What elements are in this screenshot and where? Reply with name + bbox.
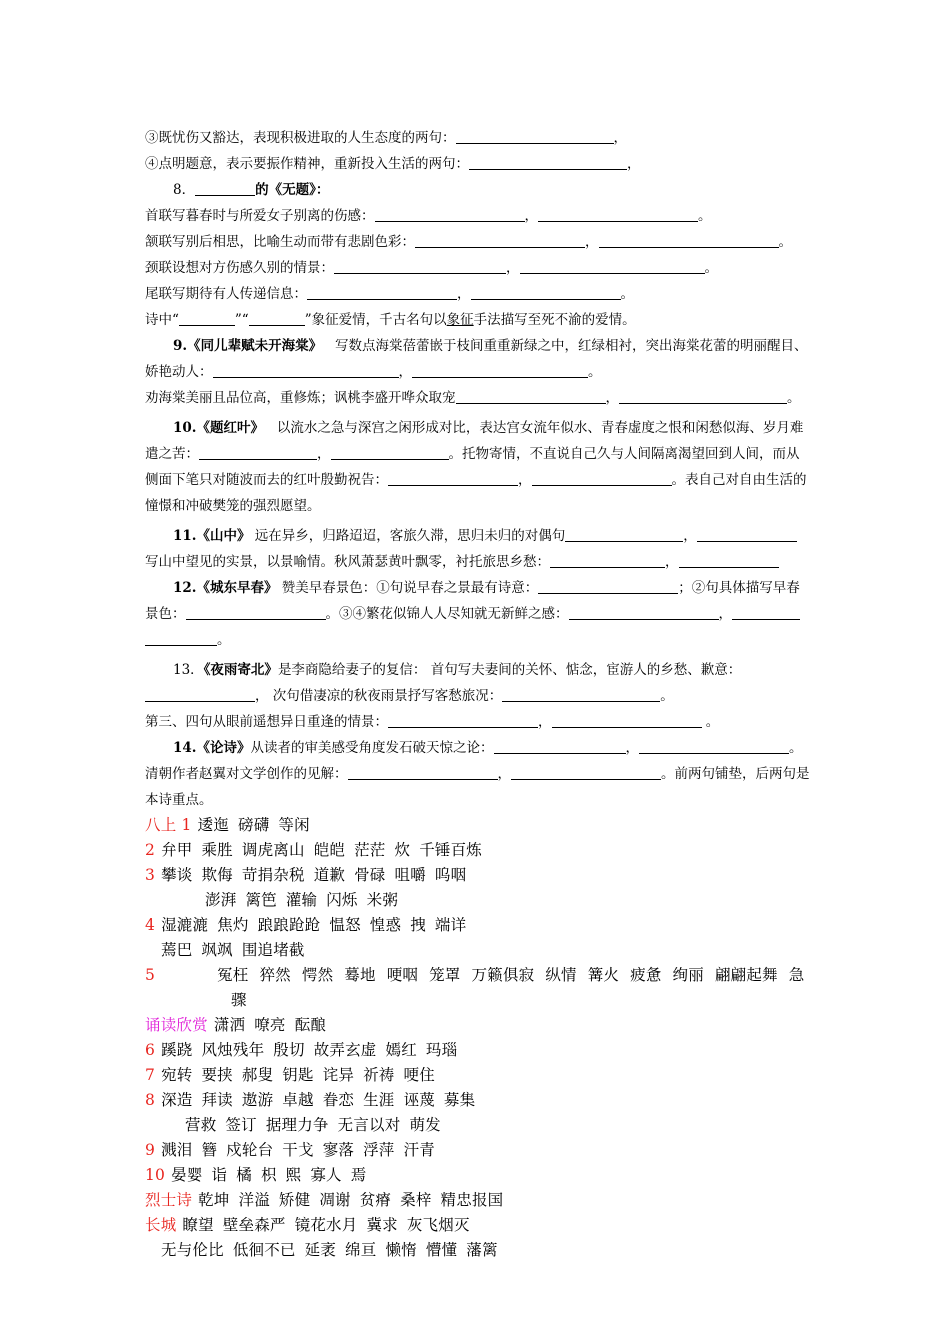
answer-blank[interactable] xyxy=(552,713,702,728)
answer-blank[interactable] xyxy=(550,553,665,568)
vocab-word: 签订 xyxy=(225,1116,257,1134)
answer-blank[interactable] xyxy=(195,181,255,196)
vocab-row xyxy=(145,1188,810,1213)
vocab-row xyxy=(145,1013,810,1038)
vocab-word: 瞭望 xyxy=(182,1216,214,1234)
section-8-line-3: 颈联设想对方伤感久别的情景： ， 。 xyxy=(145,260,718,276)
vocab-word: 等闲 xyxy=(278,816,310,834)
vocab-word: 愠怒 xyxy=(329,916,361,934)
answer-blank[interactable] xyxy=(520,259,705,274)
vocab-row xyxy=(145,963,810,988)
vocab-word: 焦灼 xyxy=(217,916,249,934)
vocab-word: 钥匙 xyxy=(282,1066,314,1084)
answer-blank[interactable] xyxy=(331,445,449,460)
vocab-word: 生涯 xyxy=(363,1091,395,1109)
vocab-word: 嘹亮 xyxy=(254,1016,286,1034)
answer-blank[interactable] xyxy=(599,233,779,248)
vocab-word: 篝火 xyxy=(587,966,620,984)
section-10: 10.《题红叶》 以流水之急与深宫之闲形成对比，表达宫女流年似水、青春虚度之恨和闲愁似海、岁月难遣之苦： ， 。托物寄情，不直说自己久与人间隔离渴望回到人间，而从侧面下笔只对随波而去的红叶殷勤祝告： ， 。表自己对自由生活的憧憬和冲破樊笼的强烈愿望。 xyxy=(145,420,807,514)
vocab-word: 潇洒 xyxy=(213,1016,246,1034)
lesson-label: 烈士诗 xyxy=(145,1191,193,1209)
lesson-label: 诵读欣赏 xyxy=(145,1016,208,1034)
section-8-heading: 8． 的《无题》： xyxy=(173,182,330,198)
vocab-word: 愕然 xyxy=(301,966,334,984)
vocab-word: 炊 xyxy=(394,841,411,859)
section-14: 14.《论诗》从读者的审美感受角度发石破天惊之论： ， 。 清朝作者赵翼对文学创作的见解： ， 。前两句铺垫，后两句是本诗重点。 xyxy=(145,740,810,808)
answer-blank[interactable] xyxy=(456,389,606,404)
answer-blank[interactable] xyxy=(213,363,399,378)
answer-blank[interactable] xyxy=(307,285,457,300)
vocab-row xyxy=(145,988,810,1013)
answer-blank[interactable] xyxy=(569,605,719,620)
vocab-word: 藩篱 xyxy=(466,1241,498,1259)
vocab-word: 端详 xyxy=(434,916,467,934)
vocab-word: 笼罩 xyxy=(429,966,461,984)
answer-blank[interactable] xyxy=(619,389,787,404)
lesson-label: 八上 1 xyxy=(145,816,192,834)
vocab-row xyxy=(145,888,810,913)
section-11: 11.《山中》 远在异乡，归路迢迢，客旅久滞，思归未归的对偶句 ， 写山中望见的实景，以景喻情。秋风萧瑟黄叶飘零，衬托旅思乡愁： ， xyxy=(145,523,810,575)
vocab-word: 逶迤 xyxy=(197,816,229,834)
vocab-word: 弁甲 xyxy=(161,841,193,859)
lesson-label: 6 xyxy=(145,1041,156,1059)
vocab-word: 嫣红 xyxy=(385,1041,417,1059)
vocab-word: 枳 xyxy=(260,1166,277,1184)
vocab-word: 寡人 xyxy=(310,1166,342,1184)
section-8-line-2: 颔联写别后相思，比喻生动而带有悲剧色彩： ， 。 xyxy=(145,234,792,250)
vocab-word: 哽咽 xyxy=(386,966,419,984)
vocab-row xyxy=(145,863,810,888)
vocab-word: 围追堵截 xyxy=(241,941,305,959)
vocab-word: 翩翩起舞 xyxy=(714,966,778,984)
answer-blank[interactable] xyxy=(511,765,661,780)
lesson-label: 长城 xyxy=(145,1216,177,1234)
answer-blank[interactable] xyxy=(179,311,235,326)
vocab-word: 骤 xyxy=(231,991,247,1009)
vocab-word: 溅泪 xyxy=(161,1141,193,1159)
vocab-word: 茫茫 xyxy=(354,841,386,859)
vocab-word: 橘 xyxy=(236,1166,252,1184)
vocab-row xyxy=(145,1038,810,1063)
document-page xyxy=(145,125,810,1263)
vocab-word: 酝酿 xyxy=(294,1016,327,1034)
vocab-word: 湿漉漉 xyxy=(161,916,209,934)
vocab-word: 诣 xyxy=(211,1166,228,1184)
answer-blank[interactable] xyxy=(415,233,585,248)
answer-blank[interactable] xyxy=(538,207,698,222)
vocab-word: 凋谢 xyxy=(319,1191,351,1209)
vocab-word: 延袤 xyxy=(304,1241,337,1259)
vocab-word: 据理力争 xyxy=(265,1116,329,1134)
vocab-word: 玛瑙 xyxy=(425,1041,458,1059)
section-8-line-5: 诗中“ ”“ ”象征爱情，千古名句以象征手法描写至死不渝的爱情。 xyxy=(145,312,636,328)
answer-blank[interactable] xyxy=(375,207,525,222)
answer-blank[interactable] xyxy=(145,687,255,702)
vocab-word: 米粥 xyxy=(366,891,399,909)
vocab-word: 遨游 xyxy=(241,1091,274,1109)
vocab-word: 蓦地 xyxy=(344,966,376,984)
vocab-word: 贫瘠 xyxy=(359,1191,392,1209)
vocab-word: 卓越 xyxy=(282,1091,314,1109)
vocab-word: 宛转 xyxy=(161,1066,193,1084)
vocab-word: 要挟 xyxy=(201,1066,233,1084)
vocab-word: 浮萍 xyxy=(363,1141,395,1159)
answer-blank[interactable] xyxy=(388,471,518,486)
answer-blank[interactable] xyxy=(538,579,678,594)
vocab-word: 故弄玄虚 xyxy=(313,1041,377,1059)
vocab-word: 洋溢 xyxy=(238,1191,270,1209)
section-9-line-2: 劝海棠美丽且品位高，重修炼；讽桃李盛开哗众取宠 ， 。 xyxy=(145,390,801,406)
vocab-word: 矫健 xyxy=(278,1191,311,1209)
vocab-word: 深造 xyxy=(161,1091,193,1109)
vocab-word: 道歉 xyxy=(313,866,346,884)
vocab-word: 惶惑 xyxy=(369,916,402,934)
vocab-word: 欺侮 xyxy=(201,866,233,884)
vocab-word: 踉踉跄跄 xyxy=(257,916,321,934)
vocab-row xyxy=(145,813,810,838)
vocab-word: 干戈 xyxy=(282,1141,314,1159)
section-9: 9.《同儿辈赋未开海棠》 写数点海棠蓓蕾嵌于枝间重重新绿之中，红绿相衬，突出海棠花蕾的明丽醒目、娇艳动人： ， 。 xyxy=(145,338,808,380)
vocab-word: 无与伦比 xyxy=(161,1241,224,1259)
vocab-word: 营救 xyxy=(185,1116,217,1134)
vocab-word: 闪烁 xyxy=(326,891,358,909)
vocab-word: 郝叟 xyxy=(241,1066,274,1084)
vocab-word: 无言以对 xyxy=(337,1116,401,1134)
vocab-word: 绵亘 xyxy=(345,1241,377,1259)
vocab-word: 咀嚼 xyxy=(394,866,426,884)
vocab-word: 募集 xyxy=(443,1091,476,1109)
vocab-word: 调虎离山 xyxy=(241,841,305,859)
lesson-label: 10 xyxy=(145,1166,166,1184)
vocab-word: 猝然 xyxy=(259,966,291,984)
answer-blank[interactable] xyxy=(471,285,621,300)
vocab-word: 拜读 xyxy=(201,1091,233,1109)
vocab-word: 苛捐杂税 xyxy=(241,866,305,884)
answer-blank[interactable] xyxy=(334,259,506,274)
vocab-word: 懵懂 xyxy=(425,1241,458,1259)
answer-blank[interactable] xyxy=(532,471,672,486)
vocab-word: 拽 xyxy=(410,916,426,934)
section-8-line-1: 首联写暮春时与所爱女子别离的伤感： ， 。 xyxy=(145,208,712,224)
vocab-word: 绚丽 xyxy=(672,966,704,984)
lesson-label: 8 xyxy=(145,1091,156,1109)
answer-blank[interactable] xyxy=(456,129,614,144)
vocab-word: 呜咽 xyxy=(434,866,467,884)
answer-blank[interactable] xyxy=(565,527,683,542)
vocab-word: 攀谈 xyxy=(161,866,193,884)
answer-blank[interactable] xyxy=(469,155,627,170)
vocab-word: 祈祷 xyxy=(363,1066,395,1084)
vocab-word: 蹊跷 xyxy=(161,1041,193,1059)
vocab-row xyxy=(145,938,810,963)
vocab-word: 焉 xyxy=(350,1166,367,1184)
vocab-word: 磅礴 xyxy=(238,816,270,834)
vocab-word: 冤枉 xyxy=(217,966,249,984)
vocab-word: 簪 xyxy=(201,1141,218,1159)
vocab-word: 乘胜 xyxy=(201,841,233,859)
vocab-word: 蔫巴 xyxy=(161,941,193,959)
question-3: ③既忧伤又豁达，表现积极进取的人生态度的两句： ， xyxy=(145,130,627,146)
vocab-row xyxy=(145,1213,810,1238)
vocab-word: 诬蔑 xyxy=(403,1091,435,1109)
vocab-word: 灰飞烟灭 xyxy=(406,1216,470,1234)
answer-blank[interactable] xyxy=(494,739,626,754)
vocab-word: 眷恋 xyxy=(322,1091,355,1109)
vocab-row xyxy=(145,1138,810,1163)
section-13-line-2: 第三、四句从眼前遥想异日重逢的情景： ， 。 xyxy=(145,714,720,730)
vocab-word: 冀求 xyxy=(366,1216,398,1234)
answer-blank[interactable] xyxy=(697,527,797,542)
answer-blank[interactable] xyxy=(186,605,326,620)
lesson-label: 7 xyxy=(145,1066,156,1084)
vocab-word: 熙 xyxy=(285,1166,302,1184)
vocab-row xyxy=(145,913,810,938)
answer-blank[interactable] xyxy=(145,631,217,646)
vocab-row xyxy=(145,1063,810,1088)
vocab-word: 萌发 xyxy=(409,1116,441,1134)
vocab-word: 汗青 xyxy=(403,1141,435,1159)
vocab-word: 急 xyxy=(788,966,805,984)
vocabulary-list xyxy=(145,813,810,1263)
vocab-word: 诧异 xyxy=(322,1066,355,1084)
vocab-word: 寥落 xyxy=(322,1141,355,1159)
vocab-word: 疲惫 xyxy=(630,966,662,984)
vocab-word: 灌输 xyxy=(285,891,318,909)
vocab-word: 飒飒 xyxy=(201,941,233,959)
answer-blank[interactable] xyxy=(732,605,800,620)
answer-blank[interactable] xyxy=(639,739,789,754)
vocab-row xyxy=(145,1113,810,1138)
vocab-word: 戍轮台 xyxy=(226,1141,274,1159)
section-12: 12.《城东早春》 赞美早春景色：①句说早春之景最有诗意： ；②句具体描写早春景色： 。③④繁花似锦人人尽知就无新鲜之感： ， 。 xyxy=(145,580,800,648)
vocab-word: 懒惰 xyxy=(385,1241,417,1259)
vocab-word: 殷切 xyxy=(273,1041,305,1059)
vocab-word: 桑梓 xyxy=(400,1191,432,1209)
vocab-row xyxy=(145,1238,810,1263)
answer-blank[interactable] xyxy=(249,311,305,326)
answer-blank[interactable] xyxy=(502,687,660,702)
vocab-row xyxy=(145,1163,810,1188)
vocab-row xyxy=(145,838,810,863)
answer-blank[interactable] xyxy=(412,363,588,378)
vocab-word: 哽住 xyxy=(403,1066,435,1084)
vocab-word: 镜花水月 xyxy=(294,1216,358,1234)
vocab-word: 篱笆 xyxy=(245,891,277,909)
lesson-label: 4 xyxy=(145,916,156,934)
vocab-word: 壁垒森严 xyxy=(222,1216,286,1234)
section-8-line-4: 尾联写期待有人传递信息： ， 。 xyxy=(145,286,634,302)
answer-blank[interactable] xyxy=(679,553,779,568)
vocab-word: 晏婴 xyxy=(171,1166,203,1184)
lesson-label: 9 xyxy=(145,1141,156,1159)
lesson-label: 5 xyxy=(145,966,156,984)
vocab-word: 万籁俱寂 xyxy=(471,966,535,984)
vocab-word: 皑皑 xyxy=(313,841,346,859)
vocab-word: 乾坤 xyxy=(198,1191,230,1209)
vocab-word: 千锤百炼 xyxy=(419,841,483,859)
answer-blank[interactable] xyxy=(199,445,317,460)
answer-blank[interactable] xyxy=(388,713,538,728)
vocab-word: 风烛残年 xyxy=(201,1041,265,1059)
vocab-word: 纵情 xyxy=(545,966,577,984)
vocab-word: 精忠报国 xyxy=(440,1191,504,1209)
vocab-word: 澎湃 xyxy=(205,891,237,909)
vocab-word: 低徊不已 xyxy=(232,1241,296,1259)
lesson-label: 2 xyxy=(145,841,156,859)
question-4: ④点明题意，表示要振作精神，重新投入生活的两句： ， xyxy=(145,156,641,172)
section-13: 13．《夜雨寄北》是李商隐给妻子的复信： 首句写夫妻间的关怀、惦念，宦游人的乡愁、歉意：， 次句借凄凉的秋夜雨景抒写客愁旅况： 。 xyxy=(145,657,810,709)
vocab-word: 骨碌 xyxy=(354,866,386,884)
answer-blank[interactable] xyxy=(348,765,498,780)
lesson-label: 3 xyxy=(145,866,156,884)
vocab-row xyxy=(145,1088,810,1113)
